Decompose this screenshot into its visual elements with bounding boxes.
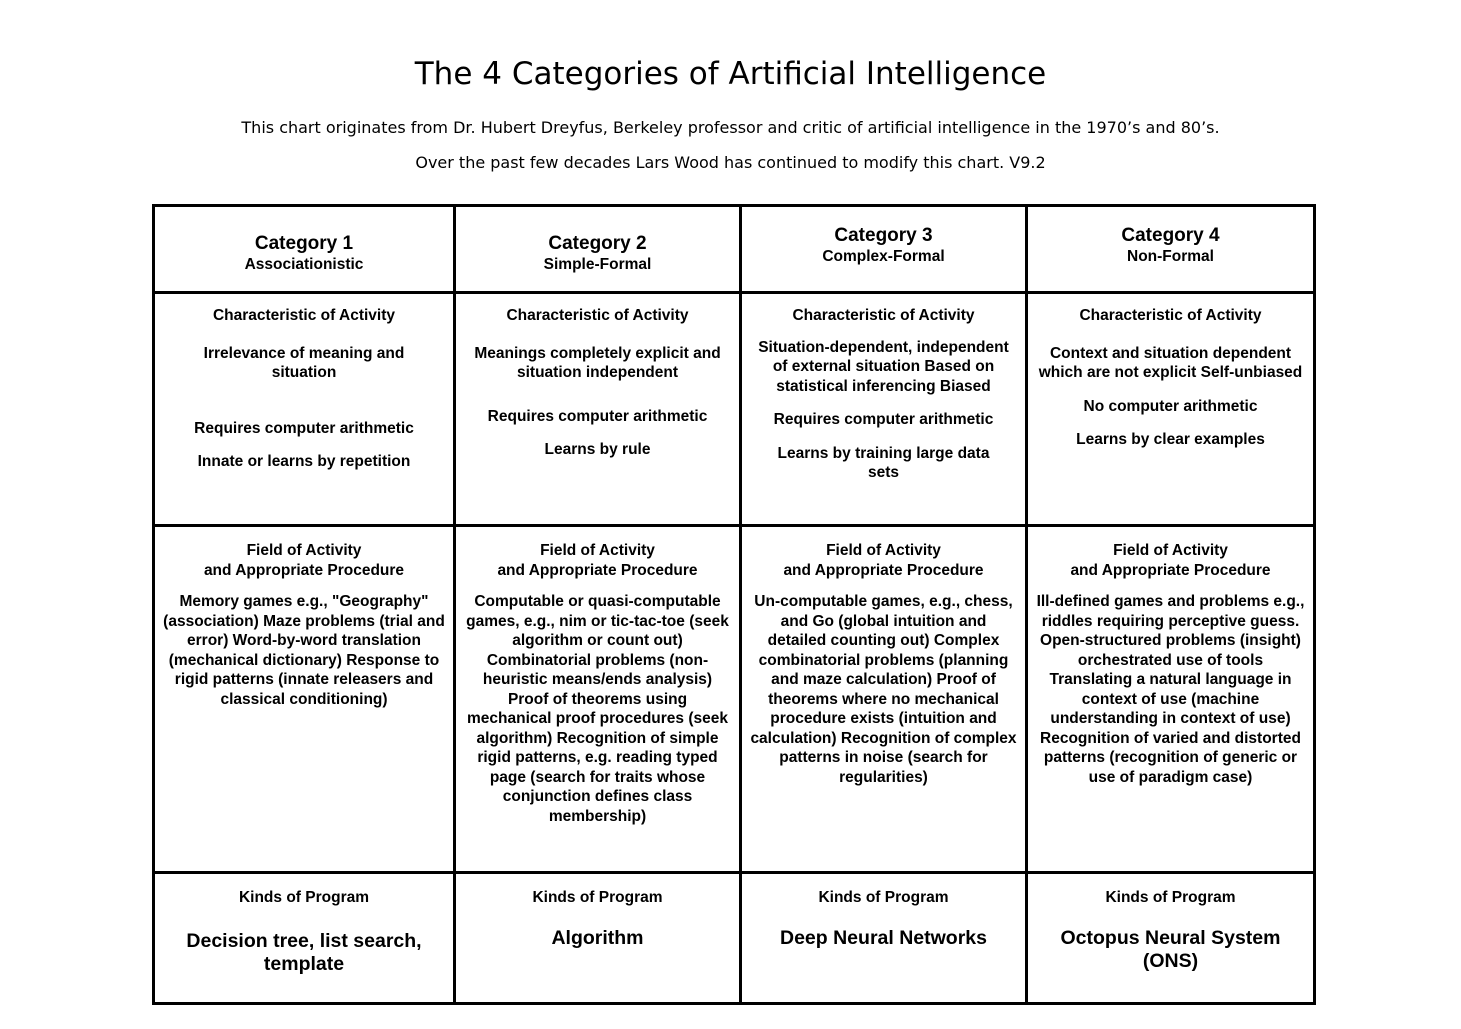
field-cell-4 (1027, 526, 1315, 873)
field-description: Memory games e.g., "Geography" (association) Maze problems (trial and error) Word-by-word translation (mechanical dictionary) Response to rigid patterns (innate releasers and classical conditioning) (163, 593, 445, 708)
field-heading: Field of Activity (826, 542, 941, 559)
category-header-row (154, 206, 1315, 293)
characteristic-item: Requires computer arithmetic (487, 407, 708, 425)
kinds-row (154, 873, 1315, 1004)
characteristics-cell-4 (1027, 293, 1315, 526)
characteristic-item: Irrelevance of meaning and situation (203, 344, 405, 381)
characteristic-item: No computer arithmetic (1083, 397, 1258, 415)
category-name: Category 4 (1121, 224, 1220, 246)
category-type: Associationistic (244, 255, 364, 273)
field-heading: Field of Activity (1113, 542, 1228, 559)
characteristic-item: Learns by training large data sets (777, 444, 990, 481)
category-header-4 (1027, 206, 1315, 293)
characteristics-row (154, 293, 1315, 526)
characteristic-item: Requires computer arithmetic (773, 411, 994, 428)
category-header-3 (741, 206, 1027, 293)
characteristic-heading: Characteristic of Activity (792, 307, 975, 324)
field-heading: Field of Activity (540, 542, 655, 559)
program-kind: Deep Neural Networks (780, 926, 987, 949)
field-cell-1 (154, 526, 455, 873)
subtitle-origin: This chart originates from Dr. Hubert Dreyfus, Berkeley professor and critic of artificial intelligence in the 1970’s and 80’s. (241, 118, 1220, 137)
field-description: Un-computable games, e.g., chess, and Go (global intuition and detailed counting out) Complex combinatorial problems (planning and maze calculation) Proof of theorems where no mechanical procedure exists (intuition and calculation) Recognition of complex patterns in noise (search for regularities) (750, 593, 1017, 786)
field-subheading: and Appropriate Procedure (203, 561, 405, 579)
category-name: Category 1 (254, 232, 354, 254)
program-kind: Algorithm (551, 926, 644, 949)
kinds-cell-3 (741, 873, 1027, 1004)
subtitle-version: Over the past few decades Lars Wood has continued to modify this chart. V9.2 (415, 153, 1046, 172)
kinds-heading: Kinds of Program (238, 889, 370, 906)
characteristic-item: Learns by rule (544, 441, 651, 458)
field-subheading: and Appropriate Procedure (783, 561, 984, 579)
field-description: Computable or quasi-computable games, e.g., nim or tic-tac-toe (seek algorithm or count out) Combinatorial problems (non-heuristic means/ends analysis) Proof of theorems using mechanical proof procedures (seek algorithm) Recognition of simple rigid patterns, e.g. reading typed page (search for traits whose conjunction defines class membership) (466, 593, 729, 825)
characteristic-item: Innate or learns by repetition (197, 453, 411, 470)
characteristics-cell-2 (455, 293, 741, 526)
field-cell-3 (741, 526, 1027, 873)
category-header-1 (154, 206, 455, 293)
kinds-heading: Kinds of Program (532, 889, 663, 906)
kinds-heading: Kinds of Program (818, 889, 949, 906)
characteristic-item: Context and situation dependent which are not explicit Self-unbiased (1038, 344, 1303, 381)
kinds-cell-2 (455, 873, 741, 1004)
characteristic-heading: Characteristic of Activity (212, 307, 396, 324)
characteristic-heading: Characteristic of Activity (506, 307, 689, 324)
category-type: Simple-Formal (543, 255, 652, 273)
characteristic-item: Meanings completely explicit and situation independent (474, 344, 721, 381)
field-description: Ill-defined games and problems e.g., riddles requiring perceptive guess. Open-structured problems (insight) orchestrated use of tools Translating a natural language in context of use (machine understanding in context of use) Recognition of varied and distorted patterns (recognition of generic or use of paradigm case) (1036, 593, 1305, 786)
field-row (154, 526, 1315, 873)
field-subheading: and Appropriate Procedure (497, 561, 698, 579)
category-name: Category 2 (548, 232, 647, 254)
kinds-cell-4 (1027, 873, 1315, 1004)
kinds-heading: Kinds of Program (1105, 889, 1236, 906)
category-header-2 (455, 206, 741, 293)
category-type: Non-Formal (1127, 247, 1214, 265)
kinds-cell-1 (154, 873, 455, 1004)
characteristics-cell-3 (741, 293, 1027, 526)
characteristic-item: Learns by clear examples (1076, 431, 1265, 448)
program-kind: Decision tree, list search, template (186, 929, 422, 975)
characteristic-heading: Characteristic of Activity (1079, 307, 1262, 324)
field-heading: Field of Activity (246, 542, 362, 559)
category-name: Category 3 (834, 224, 933, 246)
characteristic-item: Requires computer arithmetic (194, 419, 414, 437)
characteristic-item: Situation-dependent, independent of external situation Based on statistical inferencing Biased (758, 338, 1009, 395)
categories-table (152, 204, 1316, 1005)
category-type: Complex-Formal (822, 247, 945, 265)
page-title: The 4 Categories of Artificial Intelligence (414, 56, 1047, 92)
program-kind: Octopus Neural System (ONS) (1060, 926, 1281, 972)
field-subheading: and Appropriate Procedure (1070, 561, 1271, 579)
field-cell-2 (455, 526, 741, 873)
characteristics-cell-1 (154, 293, 455, 526)
